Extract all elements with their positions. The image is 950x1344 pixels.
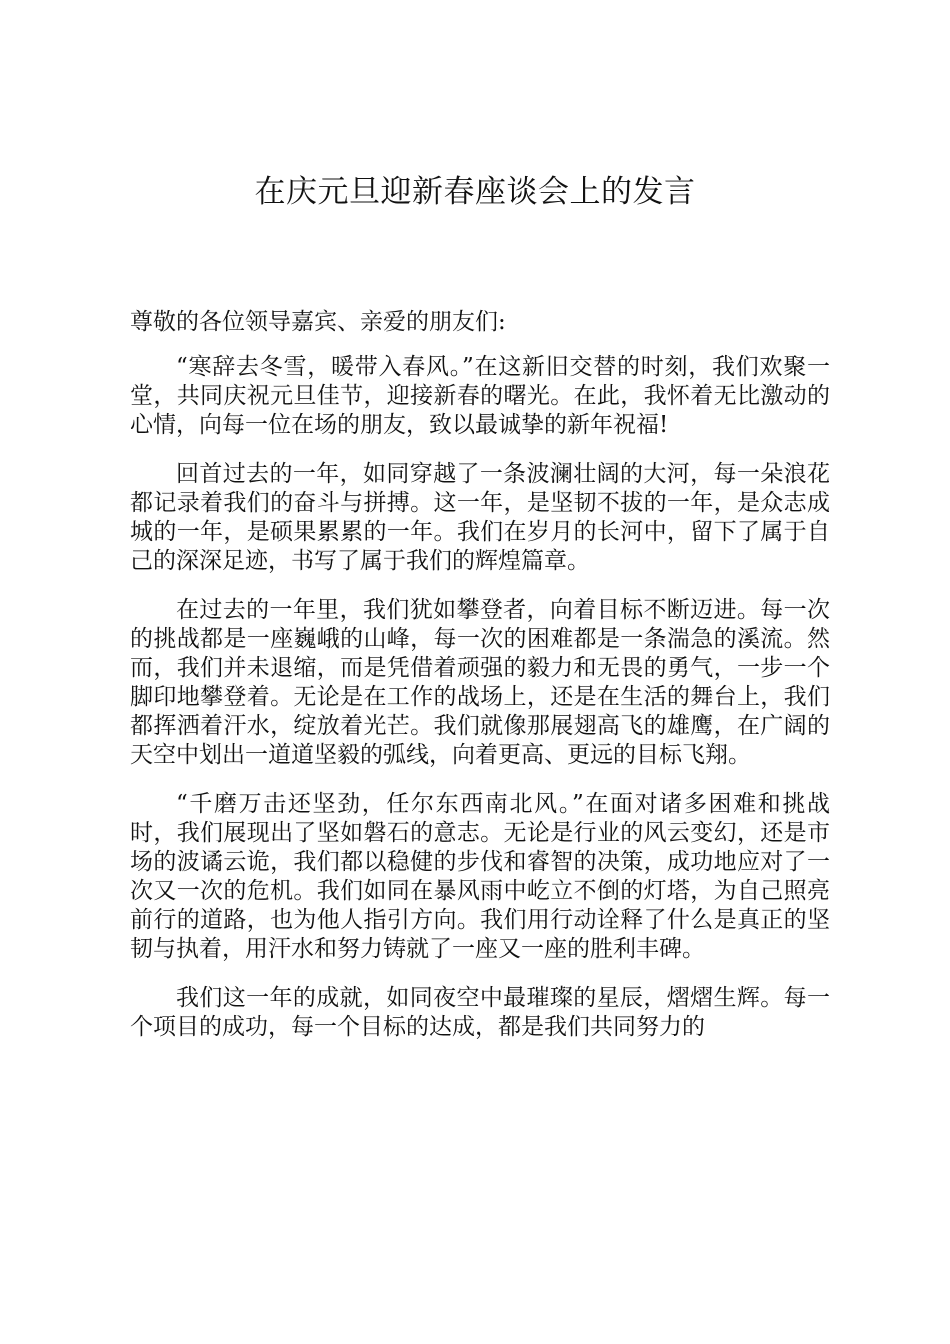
paragraph-3: 在过去的一年里，我们犹如攀登者，向着目标不断迈进。每一次的挑战都是一座巍峨的山峰，每一次的困难都是一条湍急的溪流。然而，我们并未退缩，而是凭借着顽强的毅力和无畏的勇气，一步一个脚印地攀登着。无论是在工作的战场上，还是在生活的舞台上，我们都挥洒着汗水，绽放着光芒。我们就像那展翅高飞的雄鹰，在广阔的天空中划出一道道坚毅的弧线，向着更高、更远的目标飞翔。	[130, 597, 830, 768]
document-body	[130, 308, 830, 1062]
salutation: 尊敬的各位领导嘉宾、亲爱的朋友们:	[130, 309, 506, 335]
document-title: 在庆元旦迎新春座谈会上的发言	[254, 174, 696, 210]
paragraph-5: 我们这一年的成就，如同夜空中最璀璨的星辰，熠熠生辉。每一个项目的成功，每一个目标的达成，都是我们共同努力的	[130, 985, 830, 1040]
paragraph-1: “寒辞去冬雪，暖带入春风。”在这新旧交替的时刻，我们欢聚一堂，共同庆祝元旦佳节，迎接新春的曙光。在此，我怀着无比激动的心情，向每一位在场的朋友，致以最诚挚的新年祝福!	[130, 354, 830, 438]
paragraph-4: “千磨万击还坚劲，任尔东西南北风。”在面对诸多困难和挑战时，我们展现出了坚如磐石的意志。无论是行业的风云变幻，还是市场的波谲云诡，我们都以稳健的步伐和睿智的决策，成功地应对了一次又一次的危机。我们如同在暴风雨中屹立不倒的灯塔，为自己照亮前行的道路，也为他人指引方向。我们用行动诠释了什么是真正的坚韧与执着，用汗水和努力铸就了一座又一座的胜利丰碑。	[130, 791, 830, 962]
paragraph-2: 回首过去的一年，如同穿越了一条波澜壮阔的大河，每一朵浪花都记录着我们的奋斗与拼搏。这一年，是坚韧不拔的一年，是众志成城的一年，是硕果累累的一年。我们在岁月的长河中，留下了属于自己的深深足迹，书写了属于我们的辉煌篇章。	[130, 461, 830, 574]
